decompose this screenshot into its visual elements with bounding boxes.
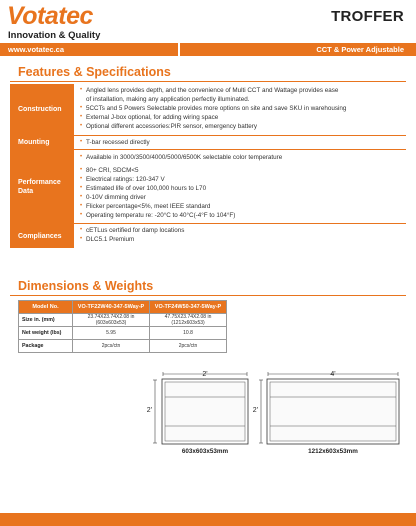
spec-bullet: • Operating temperatu re: -20°C to 40°C(-4°F to 104°F) [80, 211, 400, 220]
drawing-width-label: 2' [202, 371, 208, 378]
spec-bullet: • Available in 3000/3500/4000/5000/6500K selectable color temperature [80, 153, 400, 162]
spec-bullet: • 80+ CRI, SDCM<5 [80, 166, 400, 175]
spec-bullet: • Estimated life of over 100,000 hours to L70 [80, 184, 400, 193]
spec-bullet: • Optional different accessories:PIR sensor, emergency battery [80, 122, 400, 131]
drawing-height-label: 2' [146, 407, 152, 414]
footer-bar [0, 513, 416, 526]
column-header: Model No. [19, 301, 73, 314]
table-cell: 47.75X23.74X2.08 in (1212x603x53) [150, 314, 227, 327]
spec-bullet: • T-bar recessed directly [80, 138, 400, 147]
spec-label: Construction [10, 84, 74, 135]
spec-bullet: • Electrical ratings: 120-347 V [80, 175, 400, 184]
table-cell: 23.74X23.74X2.08 in (603x603x53) [73, 314, 150, 327]
column-header: VO-TF24W50-347-5Way-P [150, 301, 227, 314]
row-label: Package [19, 340, 73, 353]
spec-bullet: • External J-box optional, for adding wiring space [80, 113, 400, 122]
drawing-height-label: 2' [252, 407, 258, 414]
spec-label: Compliances [10, 224, 74, 248]
spec-bullet: • 5CCTs and 5 Powers Selectable provides more options on site and save SKU in warehousing [80, 104, 400, 113]
spec-bullet: • Angled lens provides depth, and the convenience of Multi CCT and Wattage provides ease [80, 86, 400, 95]
brand-logo: Votatec [7, 2, 93, 30]
spec-label: Performance Data [10, 150, 74, 223]
product-title: TROFFER [331, 8, 404, 25]
brand-tagline: Innovation & Quality [8, 30, 101, 41]
website-link[interactable]: www.votatec.ca [8, 44, 64, 54]
table-cell: 2pcs/ctn [73, 340, 150, 353]
features-heading: Features & Specifications [18, 65, 171, 79]
drawing-width-label: 4' [330, 371, 336, 378]
row-label: Net weight (lbs) [19, 327, 73, 340]
row-label: Size in. (mm) [19, 314, 73, 327]
spec-bullet: • cETLus certified for damp locations [80, 226, 400, 235]
drawing-caption: 1212x603x53mm [308, 448, 358, 455]
dimensions-heading: Dimensions & Weights [18, 279, 154, 293]
product-subtitle: CCT & Power Adjustable [316, 44, 404, 54]
table-cell: 2pcs/ctn [150, 340, 227, 353]
spec-bullet: of installation, making any application perfectly illuminated. [86, 96, 250, 103]
spec-bullet: • Flicker percentage<5%, meet IEEE standard [80, 202, 400, 211]
column-header: VO-TF22W40-347-5Way-P [73, 301, 150, 314]
drawing-caption: 603x603x53mm [181, 448, 229, 455]
drawing-2x4 [253, 371, 399, 455]
table-cell: 5.95 [73, 327, 150, 340]
spec-bullet: • DLC5.1 Premium [80, 235, 400, 244]
table-cell: 10.8 [150, 327, 227, 340]
spec-bullet: • 0-10V dimming driver [80, 193, 400, 202]
drawing-2x2 [147, 371, 248, 455]
spec-label: Mounting [10, 136, 74, 149]
